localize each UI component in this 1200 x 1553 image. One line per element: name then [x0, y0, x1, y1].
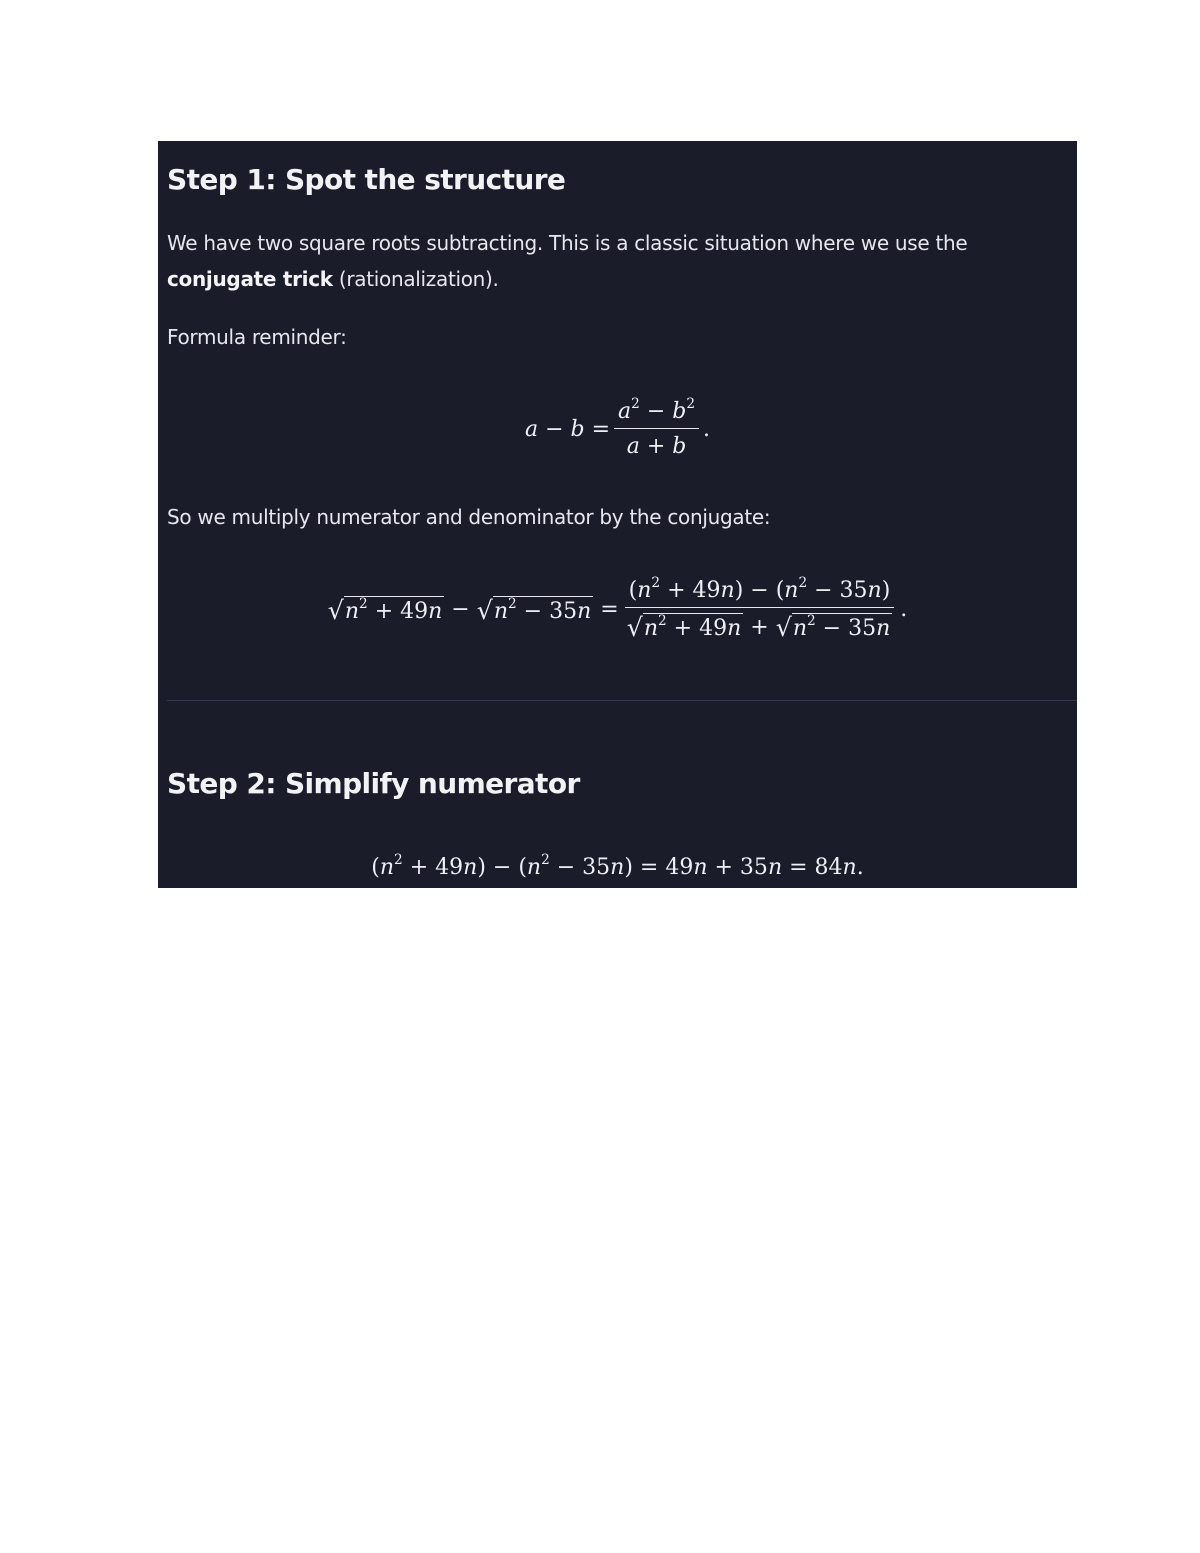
step2-heading: Step 2: Simplify numerator: [167, 767, 580, 800]
step1-para-text: We have two square roots subtracting. This is a classic situation where we use the: [167, 231, 968, 255]
conjugate-fraction: [623, 574, 897, 642]
formula-reminder-label: Formula reminder:: [167, 325, 347, 349]
step1-heading: Step 1: Spot the structure: [167, 163, 566, 196]
sqrt-term-1: √ $n^2 + 49n$: [327, 595, 443, 625]
conjugate-trick-term: conjugate trick: [167, 267, 333, 291]
formula-denominator: a + b: [626, 434, 687, 459]
formula-reminder-equation: a − b = $\frac{a^2 - b^2}{a + b}$ .: [524, 395, 711, 459]
section-divider: [167, 700, 1077, 701]
multiply-conjugate-text: So we multiply numerator and denominator by the conjugate:: [167, 505, 771, 529]
solution-panel: [158, 141, 1077, 888]
sqrt-term-2: √ $n^2 - 35n$: [476, 595, 592, 625]
conjugate-numerator: $(n^2 + 49n) - (n^2 - 35n)$: [625, 578, 895, 608]
step1-paragraph: [167, 225, 1067, 297]
step2-equation: $(n^2 + 49n) - (n^2 - 35n) = 49n + 35n = 84n$.: [371, 851, 864, 880]
formula-numerator: $a^2 - b^2$: [614, 399, 699, 429]
step1-para-text-end: (rationalization).: [332, 267, 499, 291]
conjugate-denominator: √ $n^2 + 49n$ + √ $n^2 - 35n$: [626, 612, 891, 642]
formula-lhs: a − b =: [524, 416, 611, 442]
conjugate-equation: √ $n^2 + 49n$ − √ $n^2 - 35n$ = $(n^2 + 49n) - (n^2 - 35n)$ √ $n^2 + 49n$ + √ $n^2 - 35n$ .: [327, 574, 908, 642]
formula-fraction: [614, 395, 699, 459]
